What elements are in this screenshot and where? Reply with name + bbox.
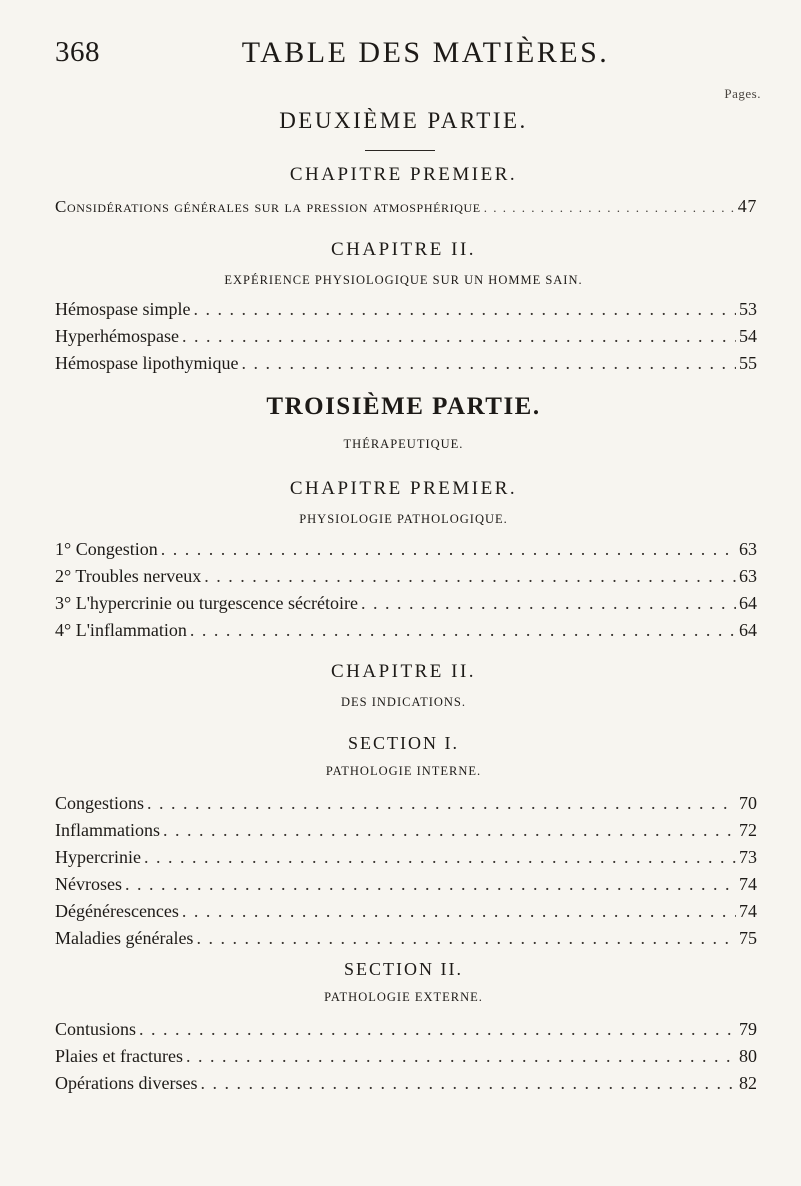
part-two-chapter-two-title: CHAPITRE II. bbox=[330, 239, 477, 260]
toc-entry-page: 82 bbox=[739, 1073, 757, 1093]
toc-entry-page: 64 bbox=[739, 620, 757, 640]
toc-entry-label: Hyperhémospase bbox=[55, 326, 179, 346]
leader-dots bbox=[361, 590, 736, 616]
leader-dots bbox=[200, 1070, 736, 1096]
leader-dots bbox=[161, 536, 736, 562]
toc-entry bbox=[55, 844, 757, 870]
toc-entry bbox=[55, 871, 757, 897]
toc-entry bbox=[55, 323, 757, 349]
part-three-subtitle: THÉRAPEUTIQUE. bbox=[343, 437, 464, 451]
leader-dots bbox=[125, 871, 736, 897]
toc-entry bbox=[55, 193, 757, 219]
divider-rule bbox=[365, 150, 435, 151]
toc-entry-label: 2° Troubles nerveux bbox=[55, 566, 202, 586]
toc-entry-label: 1° Congestion bbox=[55, 539, 158, 559]
toc-entry-label: 3° L'hypercrinie ou turgescence sécrétoire bbox=[55, 593, 358, 613]
toc-entry-label: Considérations générales sur la pression atmosphérique bbox=[55, 197, 481, 216]
toc-entry-label: Maladies générales bbox=[55, 928, 194, 948]
toc-entry-page: 63 bbox=[739, 566, 757, 586]
toc-entry-label: Inflammations bbox=[55, 820, 160, 840]
running-head bbox=[55, 36, 756, 76]
leader-dots bbox=[190, 617, 736, 643]
section-one-title: SECTION I. bbox=[348, 733, 459, 753]
leader-dots bbox=[139, 1016, 736, 1042]
leader-dots bbox=[182, 898, 736, 924]
toc-entry-label: Hypercrinie bbox=[55, 847, 141, 867]
toc-entry bbox=[55, 350, 757, 376]
toc-entry-page: 47 bbox=[737, 196, 757, 216]
running-title: TABLE DES MATIÈRES. bbox=[241, 36, 610, 69]
toc-entry bbox=[55, 925, 757, 951]
toc-entry bbox=[55, 590, 757, 616]
leader-dots bbox=[196, 925, 736, 951]
leader-dots bbox=[163, 817, 736, 843]
toc-entry-page: 63 bbox=[739, 539, 757, 559]
toc-entry bbox=[55, 296, 757, 322]
toc-entry bbox=[55, 1070, 757, 1096]
toc-entry-page: 74 bbox=[739, 901, 757, 921]
toc-entry-label: Dégénérescences bbox=[55, 901, 179, 921]
toc-entry-label: Hémospase lipothymique bbox=[55, 353, 239, 373]
part-two-chapter-one-title: CHAPITRE PREMIER. bbox=[289, 164, 518, 185]
section-two-subtitle: PATHOLOGIE EXTERNE. bbox=[324, 990, 483, 1004]
toc-entry-label: Névroses bbox=[55, 874, 122, 894]
leader-dots bbox=[193, 296, 736, 322]
pages-column-label: Pages. bbox=[724, 86, 761, 101]
part-two-title: DEUXIÈME PARTIE. bbox=[279, 108, 528, 133]
toc-entry-label: Hémospase simple bbox=[55, 299, 191, 319]
toc-entry-page: 80 bbox=[739, 1046, 757, 1066]
toc-entry-page: 55 bbox=[739, 353, 757, 373]
toc-entry bbox=[55, 817, 757, 843]
part-three-chapter-two-title: CHAPITRE II. bbox=[330, 661, 477, 682]
toc-entry-page: 64 bbox=[739, 593, 757, 613]
part-three-chapter-two-subtitle: DES INDICATIONS. bbox=[340, 695, 467, 709]
toc-entry-label: Opérations diverses bbox=[55, 1073, 198, 1093]
toc-entry bbox=[55, 1016, 757, 1042]
leader-dots bbox=[147, 790, 736, 816]
section-one-subtitle: PATHOLOGIE INTERNE. bbox=[325, 764, 482, 778]
toc-entry-label: Congestions bbox=[55, 793, 145, 813]
toc-entry-page: 70 bbox=[739, 793, 757, 813]
toc-entry-page: 74 bbox=[739, 874, 757, 894]
toc-entry-label: Contusions bbox=[55, 1019, 137, 1039]
toc-entry-page: 54 bbox=[739, 326, 757, 346]
leader-dots bbox=[186, 1043, 736, 1069]
section-two-title: SECTION II. bbox=[344, 959, 463, 979]
page-number: 368 bbox=[55, 36, 100, 68]
toc-entry bbox=[55, 790, 757, 816]
leader-dots bbox=[204, 563, 736, 589]
toc-entry-label: Plaies et fractures bbox=[55, 1046, 183, 1066]
toc-entry-page: 72 bbox=[739, 820, 757, 840]
toc-entry bbox=[55, 536, 757, 562]
leader-dots bbox=[182, 323, 736, 349]
leader-dots bbox=[484, 195, 735, 221]
part-three-chapter-one-title: CHAPITRE PREMIER. bbox=[289, 478, 518, 499]
toc-entry-page: 79 bbox=[739, 1019, 757, 1039]
toc-entry bbox=[55, 898, 757, 924]
toc-entry bbox=[55, 1043, 757, 1069]
part-three-title: TROISIÈME PARTIE. bbox=[266, 393, 541, 420]
part-two-chapter-two-subtitle: EXPÉRIENCE PHYSIOLOGIQUE SUR UN HOMME SAIN. bbox=[224, 273, 583, 287]
toc-entry bbox=[55, 617, 757, 643]
toc-entry bbox=[55, 563, 757, 589]
toc-entry-label: 4° L'inflammation bbox=[55, 620, 187, 640]
leader-dots bbox=[241, 350, 736, 376]
part-three-chapter-one-subtitle: PHYSIOLOGIE PATHOLOGIQUE. bbox=[299, 512, 508, 526]
toc-entry-page: 73 bbox=[739, 847, 757, 867]
toc-entry-page: 75 bbox=[739, 928, 757, 948]
toc-entry-page: 53 bbox=[739, 299, 757, 319]
leader-dots bbox=[144, 844, 736, 870]
